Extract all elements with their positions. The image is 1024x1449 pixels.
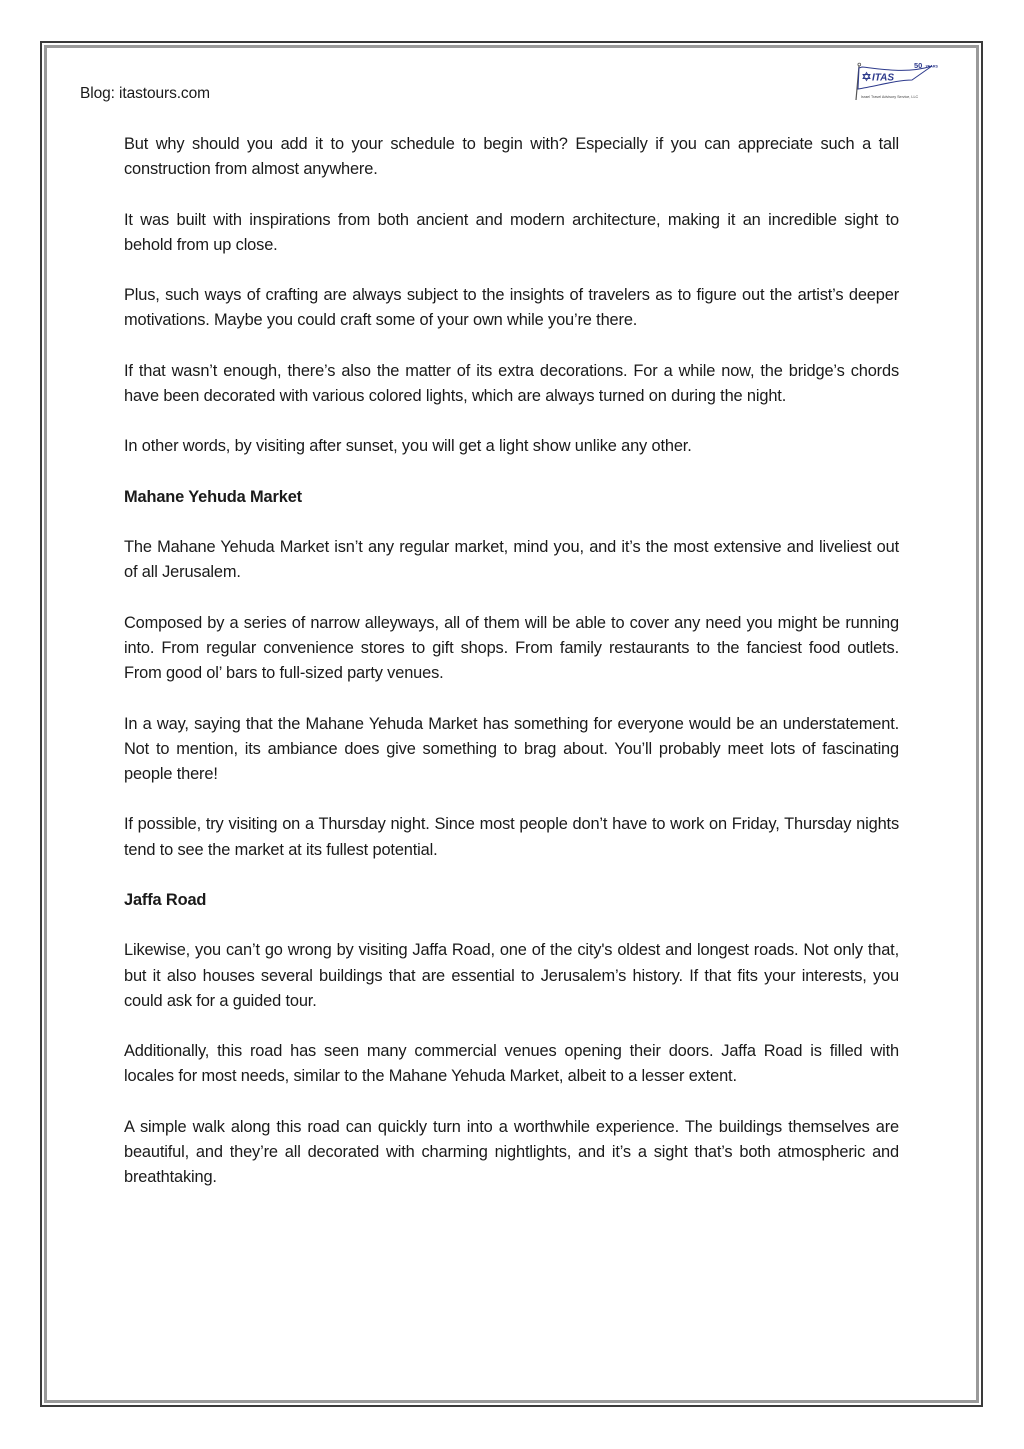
itas-logo bbox=[852, 56, 948, 104]
paragraph: Composed by a series of narrow alleyways, all of them will be able to cover any need you might be running into. From regular convenience stores to gift shops. From family restaurants to the fanciest food outlets. From good ol’ bars to full-sized party venues. bbox=[124, 613, 899, 683]
blog-url-label: Blog: itastours.com bbox=[80, 85, 210, 102]
section-heading-jaffa-road: Jaffa Road bbox=[124, 890, 207, 909]
paragraph: In other words, by visiting after sunset, you will get a light show unlike any other. bbox=[124, 437, 692, 456]
paragraph: A simple walk along this road can quickly turn into a worthwhile experience. The buildings themselves are beautiful, and they’re all decorated with charming nightlights, and it’s a sight that’s both atmospheric and breathtaking. bbox=[124, 1117, 899, 1187]
svg-text:YEARS: YEARS bbox=[925, 64, 938, 69]
paragraph: Additionally, this road has seen many commercial venues opening their doors. Jaffa Road is filled with locales for most needs, similar to the Mahane Yehuda Market, albeit to a lesser extent. bbox=[124, 1042, 899, 1086]
paragraph: Likewise, you can’t go wrong by visiting Jaffa Road, one of the city's oldest and longest roads. Not only that, but it also houses several buildings that are essential to Jerusalem’s history. If that fits your interests, you could ask for a guided tour. bbox=[124, 941, 899, 1010]
paragraph: The Mahane Yehuda Market isn’t any regular market, mind you, and it’s the most extensive and liveliest out of all Jerusalem. bbox=[124, 538, 899, 582]
paragraph: It was built with inspirations from both ancient and modern architecture, making it an incredible sight to behold from up close. bbox=[124, 210, 899, 254]
svg-text:50: 50 bbox=[914, 61, 923, 70]
paragraph: Plus, such ways of crafting are always subject to the insights of travelers as to figure out the artist’s deeper motivations. Maybe you could craft some of your own while you’re there. bbox=[124, 286, 899, 330]
svg-text:ITAS: ITAS bbox=[872, 72, 895, 84]
paragraph: In a way, saying that the Mahane Yehuda Market has something for everyone would be an understatement. Not to mention, its ambiance does give something to brag about. You’ll probably meet lots of fascinating people there! bbox=[124, 714, 899, 783]
paragraph: But why should you add it to your schedule to begin with? Especially if you can appreciate such a tall construction from almost anywhere. bbox=[124, 135, 899, 179]
svg-text:Israel Travel Advisory Service: Israel Travel Advisory Service, LLC bbox=[861, 95, 919, 99]
paragraph: If that wasn’t enough, there’s also the matter of its extra decorations. For a while now, the bridge’s chords have been decorated with various colored lights, which are always turned on during the night. bbox=[124, 361, 899, 405]
article-body bbox=[124, 132, 899, 1216]
itas-flag-logo-icon bbox=[852, 56, 948, 104]
section-heading-mahane-yehuda: Mahane Yehuda Market bbox=[124, 487, 302, 506]
paragraph: If possible, try visiting on a Thursday night. Since most people don’t have to work on Friday, Thursday nights tend to see the market at its fullest potential. bbox=[124, 815, 899, 859]
